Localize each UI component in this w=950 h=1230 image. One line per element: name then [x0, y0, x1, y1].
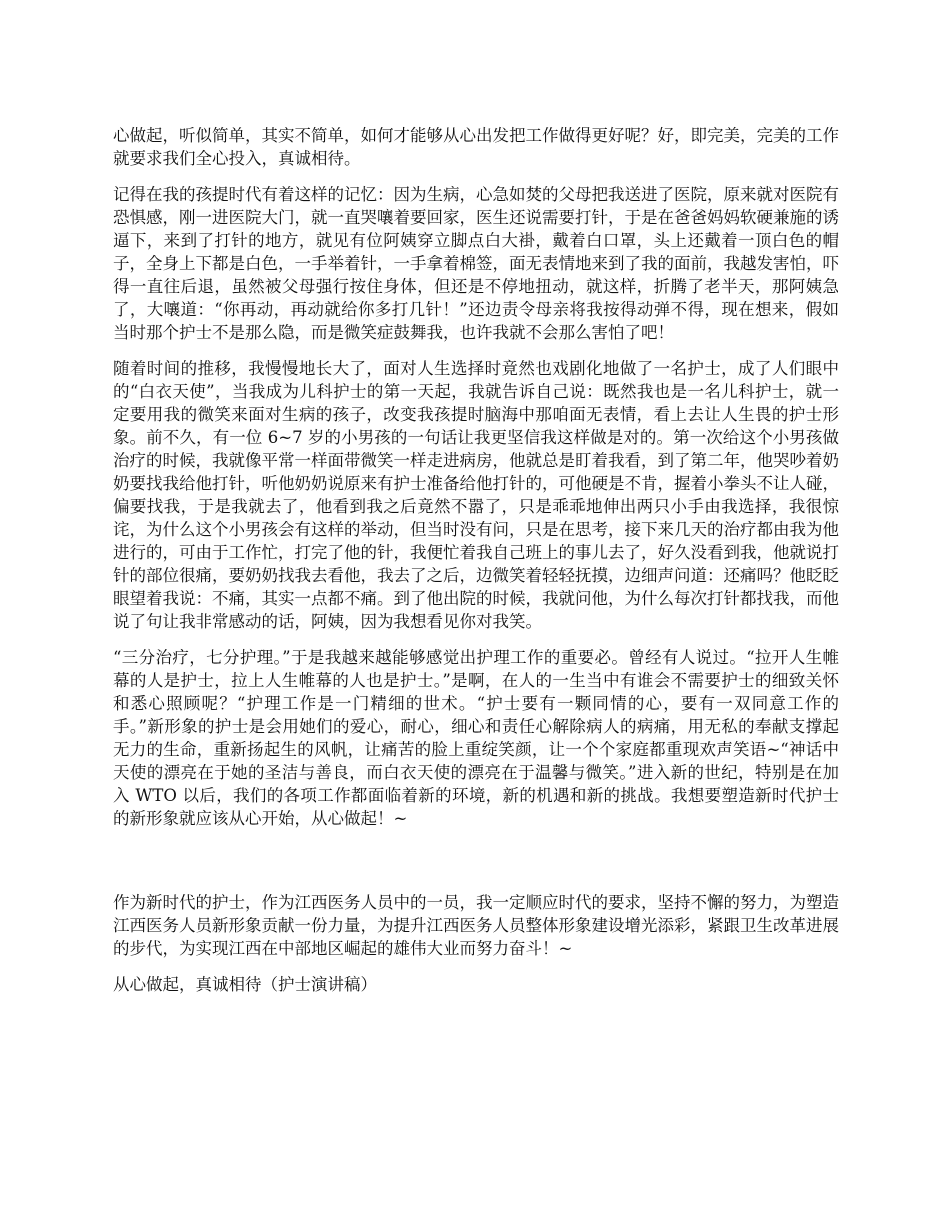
paragraph-1: 心做起，听似简单，其实不简单，如何才能够从心出发把工作做得更好呢？好，即完美，完美的工作就要求我们全心投入，真诚相待。 [113, 126, 839, 168]
document-title-line: 从心做起，真诚相待（护士演讲稿） [113, 975, 377, 994]
paragraph-2: 记得在我的孩提时代有着这样的记忆：因为生病，心急如焚的父母把我送进了医院，原来就对医院有恐惧感，刚一进医院大门，就一直哭嚷着要回家，医生还说需要打针，于是在爸爸妈妈软硬兼施的诱逼下，来到了打针的地方，就见有位阿姨穿立脚点白大褂，戴着白口罩，头上还戴着一顶白色的帽子，全身上下都是白色，一手举着针，一手拿着棉签，面无表情地来到了我的面前，我越发害怕，吓得一直往后退，虽然被父母强行按住身体，但还是不停地扭动，就这样，折腾了老半天，那阿姨急了，大嚷道：“你再动，再动就给你多打几针！”还边责令母亲将我按得动弹不得，现在想来，假如当时那个护士不是那么隐，而是微笑症鼓舞我，也许我就不会那么害怕了吧！ [113, 185, 839, 342]
section-gap [113, 843, 839, 891]
paragraph-4: “三分治疗，七分护理。”于是我越来越能够感觉出护理工作的重要必。曾经有人说过。“拉开人生帷幕的人是护士，拉上人生帷幕的人也是护士。”是啊，在人的一生当中有谁会不需要护士的细致关怀和悉心照顾呢？“护理工作是一门精细的世术。“护士要有一颗同情的心，要有一双同意工作的手。”新形象的护士是会用她们的爱心，耐心，细心和责任心解除病人的病痛，用无私的奉献支撑起无力的生命，重新扬起生的风帆，让痛苦的脸上重绽笑颜，让一个个家庭都重现欢声笑语~“神话中天使的漂亮在于她的圣洁与善良，而白衣天使的漂亮在于温馨与微笑。”进入新的世纪，特别是在加入 WTO 以后，我们的各项工作都面临着新的环境，新的机遇和新的挑战。我想要塑造新时代护士的新形象就应该从心开始，从心做起！~ [113, 648, 839, 828]
paragraph-5: 作为新时代的护士，作为江西医务人员中的一员，我一定顺应时代的要求，坚持不懈的努力，为塑造江西医务人员新形象贡献一份力量，为提升江西医务人员整体形象建设增光添彩，紧跟卫生改革进展的步代，为实现江西在中部地区崛起的雄伟大业而努力奋斗！~ [113, 893, 839, 958]
paragraph-3: 随着时间的推移，我慢慢地长大了，面对人生选择时竟然也戏剧化地做了一名护士，成了人们眼中的“白衣天使”，当我成为儿科护士的第一天起，我就告诉自己说：既然我也是一名儿科护士，就一定要用我的微笑来面对生病的孩子，改变我孩提时脑海中那咱面无表情，看上去让人生畏的护士形象。前不久，有一位 6~7 岁的小男孩的一句话让我更坚信我这样做是对的。第一次给这个小男孩做治疗的时候，我就像平常一样面带微笑一样走进病房，他就总是盯着我看，到了第二年，他哭吵着奶奶要找我给他打针，听他奶奶说原来有护士准备给他打针的，可他硬是不肯，握着小拳头不让人碰，偏要找我，于是我就去了，他看到我之后竟然不嚣了，只是乖乖地伸出两只小手由我选择，我很惊诧，为什么这个小男孩会有这样的举动，但当时没有问，只是在思考，接下来几天的治疗都由我为他进行的，可由于工作忙，打完了他的针，我便忙着我自己班上的事儿去了，好久没看到我，他就说打针的部位很痛，要奶奶找我去看他，我去了之后，边微笑着轻轻抚摸，边细声问道：还痛吗？他眨眨眼望着我说：不痛，其实一点都不痛。到了他出院的时候，我就问他，为什么每次打针都找我，而他说了句让我非常感动的话，阿姨，因为我想看见你对我笑。 [113, 359, 839, 631]
document-body [113, 124, 839, 1009]
